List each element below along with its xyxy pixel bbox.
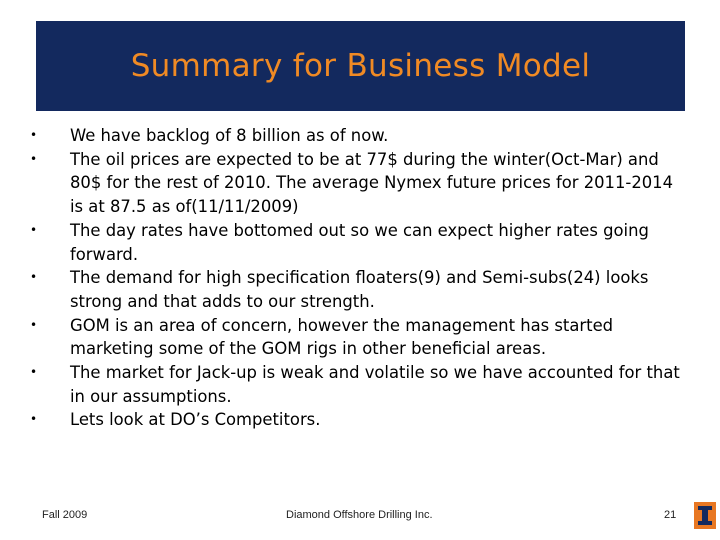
- bullet-marker: •: [30, 412, 38, 427]
- bullet-marker: •: [30, 151, 38, 166]
- bullet-marker: •: [30, 317, 38, 332]
- bullet-text: The day rates have bottomed out so we can expect higher rates going forward.: [70, 220, 649, 264]
- block-i-logo-icon: [694, 502, 716, 529]
- bullet-text: The demand for high specification floaters(9) and Semi-subs(24) looks strong and that adds to our strength.: [70, 268, 649, 311]
- bullet-item: [28, 124, 688, 148]
- bullet-item: [28, 408, 688, 432]
- bullet-text: We have backlog of 8 billion as of now.: [70, 126, 389, 145]
- bullet-marker: •: [30, 270, 38, 285]
- bullet-list: [28, 124, 688, 432]
- bullet-marker: •: [30, 222, 38, 237]
- bullet-text: Lets look at DO’s Competitors.: [70, 410, 321, 430]
- bullet-item: [28, 361, 688, 408]
- bullet-item: [28, 314, 688, 361]
- bullet-text: GOM is an area of concern, however the management has started marketing some of the GOM rigs in other beneficial areas.: [70, 315, 614, 359]
- footer-company: Diamond Offshore Drilling Inc.: [286, 509, 433, 521]
- page-number: 21: [664, 509, 677, 521]
- bullet-text: The oil prices are expected to be at 77$ during the winter(Oct-Mar) and 80$ for the rest of 2010. The average Nymex future prices for 2011-2014 is at 87.5 as of(11/11/2009): [70, 149, 674, 217]
- bullet-item: [28, 266, 688, 313]
- bullet-item: [28, 219, 688, 266]
- title-bar: [36, 21, 685, 111]
- footer-date: Fall 2009: [42, 509, 88, 521]
- bullet-text: The market for Jack-up is weak and volatile so we have accounted for that in our assumptions.: [70, 363, 680, 406]
- bullet-item: [28, 148, 688, 219]
- bullet-marker: •: [30, 128, 38, 142]
- slide-title: Summary for Business Model: [130, 48, 591, 84]
- bullet-marker: •: [30, 365, 38, 380]
